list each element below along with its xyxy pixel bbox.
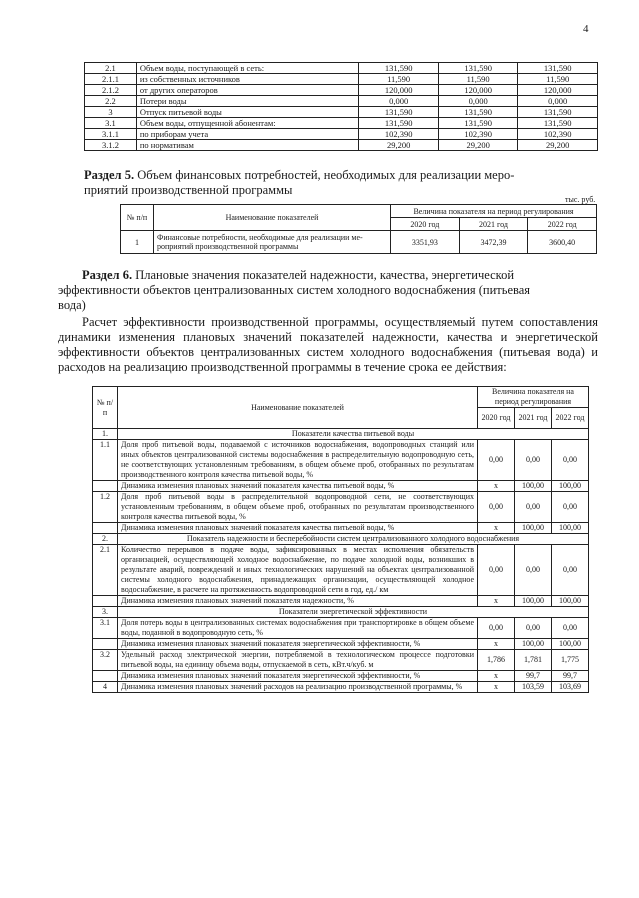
section-6-heading: Раздел 6. Плановые значения показателей надежности, качества, энергетической эффективности объектов централизованных систем холодного водоснабжения (питьевая вода)	[58, 268, 531, 312]
page-number: 4	[583, 23, 589, 35]
row-number: 3.1	[85, 118, 137, 129]
row-number	[93, 481, 118, 492]
row-value: 131,590	[438, 118, 518, 129]
row-value: 131,590	[438, 107, 518, 118]
row-value: 100,00	[552, 523, 589, 534]
section-title: Показатели энергетической эффективности	[118, 607, 589, 618]
row-value: 131,590	[518, 63, 598, 74]
row-value: 100,00	[552, 639, 589, 650]
row-number: 1.2	[93, 492, 118, 523]
row-value: 100,00	[515, 596, 552, 607]
year-header: 2020 год	[391, 218, 460, 231]
row-number: 2.1.2	[85, 85, 137, 96]
row-value: 0,00	[515, 492, 552, 523]
row-number: 1	[121, 231, 154, 254]
year-header: 2021 год	[515, 408, 552, 429]
row-value: 0,00	[552, 440, 589, 481]
row-value: 99,7	[552, 671, 589, 682]
row-value: х	[478, 639, 515, 650]
row-value: 103,59	[515, 682, 552, 693]
row-name: Динамика изменения плановых значений показателя энергетической эффективности, %	[118, 671, 478, 682]
year-header: 2022 год	[552, 408, 589, 429]
table-row	[93, 523, 589, 534]
year-header: 2022 год	[528, 218, 597, 231]
row-value: 102,390	[438, 129, 518, 140]
row-number: 3.1	[93, 618, 118, 639]
table-row	[85, 85, 598, 96]
row-value: 0,000	[438, 96, 518, 107]
row-name: по приборам учета	[136, 129, 358, 140]
table-row	[93, 545, 589, 596]
row-value: 131,590	[359, 107, 439, 118]
row-value: 0,00	[552, 618, 589, 639]
row-value: 100,00	[552, 596, 589, 607]
row-value: 99,7	[515, 671, 552, 682]
row-value: 0,00	[515, 545, 552, 596]
row-number: 3.	[93, 607, 118, 618]
column-header-value: Величина показателя на период регулирования	[478, 387, 589, 408]
row-value: 100,00	[515, 481, 552, 492]
row-value: 0,000	[359, 96, 439, 107]
table-row	[93, 650, 589, 671]
row-name: Отпуск питьевой воды	[136, 107, 358, 118]
row-value: 1,775	[552, 650, 589, 671]
table-row	[93, 596, 589, 607]
table-row	[93, 618, 589, 639]
row-name: Удельный расход электрической энергии, потребляемой в технологическом процессе подготовки питьевой воды, на единицу объема воды, отпускаемой в сеть, кВт.ч/куб. м	[118, 650, 478, 671]
table-row	[93, 481, 589, 492]
table-row	[93, 671, 589, 682]
row-value: 0,00	[515, 440, 552, 481]
row-value: 1,786	[478, 650, 515, 671]
table-row	[85, 140, 598, 151]
row-name: Динамика изменения плановых значений показателя надежности, %	[118, 596, 478, 607]
row-value: 0,00	[478, 492, 515, 523]
row-number: 1.	[93, 429, 118, 440]
row-name: из собственных источников	[136, 74, 358, 85]
row-value: 3600,40	[528, 231, 597, 254]
row-value: х	[478, 682, 515, 693]
row-value: 0,00	[515, 618, 552, 639]
row-value: 0,00	[478, 618, 515, 639]
row-name: Динамика изменения плановых значений расходов на реализацию производственной программы, %	[118, 682, 478, 693]
row-number: 2.1.1	[85, 74, 137, 85]
row-value: 100,00	[552, 481, 589, 492]
row-name: Потери воды	[136, 96, 358, 107]
section-row	[93, 429, 589, 440]
units-label: тыс. руб.	[565, 195, 596, 204]
row-name: Динамика изменения плановых значений показателя качества питьевой воды, %	[118, 481, 478, 492]
row-name: Динамика изменения плановых значений показателя качества питьевой воды, %	[118, 523, 478, 534]
row-value: х	[478, 596, 515, 607]
row-name: Доля проб питьевой воды, подаваемой с источников водоснабжения, водопроводных станций или иных объектов централизованной системы водоснабжения в распределительную водопроводную сеть, не соответствующих установленным требованиям, в общем объеме проб, отобранных по результатам производственного контроля качества питьевой воды, %	[118, 440, 478, 481]
row-number: 2.	[93, 534, 118, 545]
row-name: Объем воды, поступающей в сеть:	[136, 63, 358, 74]
row-value: 0,00	[478, 440, 515, 481]
row-value: 131,590	[518, 107, 598, 118]
row-number	[93, 523, 118, 534]
row-value: 131,590	[438, 63, 518, 74]
row-name: Доля проб питьевой воды в распределительной водопроводной сети, не соответствующих установленным требованиям, в общем объеме проб, отобранных по результатам производственного контроля качества питьевой воды, %	[118, 492, 478, 523]
row-value: 11,590	[359, 74, 439, 85]
table-row	[85, 63, 598, 74]
row-name: от других операторов	[136, 85, 358, 96]
column-header-name: Наименование показателей	[154, 205, 391, 231]
row-value: 120,000	[438, 85, 518, 96]
row-value: 29,200	[518, 140, 598, 151]
row-value: 0,00	[552, 545, 589, 596]
row-value: 131,590	[359, 63, 439, 74]
row-number: 2.2	[85, 96, 137, 107]
row-value: 102,390	[518, 129, 598, 140]
table-row	[93, 682, 589, 693]
row-value: 1,781	[515, 650, 552, 671]
row-value: 11,590	[438, 74, 518, 85]
row-value: 0,000	[518, 96, 598, 107]
row-value: 100,00	[515, 523, 552, 534]
table-row	[93, 639, 589, 650]
section-row	[93, 607, 589, 618]
section-title: Показатель надежности и бесперебойности систем централизованного холодного водоснабжения	[118, 534, 589, 545]
row-name: по нормативам	[136, 140, 358, 151]
row-name: Финансовые потребности, необходимые для реализации ме-роприятий производственной программы	[154, 231, 391, 254]
row-name: Динамика изменения плановых значений показателя энергетической эффективности, %	[118, 639, 478, 650]
row-number	[93, 671, 118, 682]
column-header-num: № п/п	[93, 387, 118, 429]
table-row	[93, 492, 589, 523]
row-value: 29,200	[359, 140, 439, 151]
row-value: 0,00	[478, 545, 515, 596]
column-header-value: Величина показателя на период регулирования	[391, 205, 597, 218]
intro-paragraph: Расчет эффективности производственной программы, осуществляемый путем сопоставления динамики изменения плановых значений показателей надежности, качества и энергетической эффективности объектов централизованных систем холодного водоснабжения (питьевая вода) и расходов на реализацию производственной программы в течение срока ее действия:	[58, 315, 598, 374]
section-5-heading: Раздел 5. Объем финансовых потребностей, необходимых для реализации меро- приятий производственной программы	[84, 168, 515, 197]
row-value: х	[478, 523, 515, 534]
row-value: х	[478, 481, 515, 492]
table-row	[85, 118, 598, 129]
row-value: 102,390	[359, 129, 439, 140]
row-value: х	[478, 671, 515, 682]
row-value: 100,00	[515, 639, 552, 650]
table-row	[93, 440, 589, 481]
row-number	[93, 639, 118, 650]
financial-needs-table	[120, 204, 597, 254]
water-volume-table	[84, 62, 598, 151]
year-header: 2020 год	[478, 408, 515, 429]
row-number	[93, 596, 118, 607]
year-header: 2021 год	[459, 218, 528, 231]
table-row	[85, 107, 598, 118]
row-number: 2.1	[93, 545, 118, 596]
row-value: 11,590	[518, 74, 598, 85]
section-title: Показатели качества питьевой воды	[118, 429, 589, 440]
column-header-num: № п/п	[121, 205, 154, 231]
row-name: Количество перерывов в подаче воды, зафиксированных в местах исполнения обязательств организацией, осуществляющей холодное водоснабжение, по подаче холодной воды, возникших в результате аварий, повреждений и иных технологических нарушений на объектах централизованной системы холодного водоснабжения, принадлежащих организации, осуществляющей холодное водоснабжение, в расчете на протяженность водопроводной сети в год, ед./ км	[118, 545, 478, 596]
row-number: 4	[93, 682, 118, 693]
row-value: 3472,39	[459, 231, 528, 254]
row-value: 3351,93	[391, 231, 460, 254]
row-number: 3.2	[93, 650, 118, 671]
row-value: 29,200	[438, 140, 518, 151]
row-value: 120,000	[359, 85, 439, 96]
row-number: 2.1	[85, 63, 137, 74]
section-row	[93, 534, 589, 545]
row-number: 1.1	[93, 440, 118, 481]
performance-indicators-table	[92, 386, 589, 693]
row-value: 103,69	[552, 682, 589, 693]
row-value: 0,00	[552, 492, 589, 523]
row-number: 3	[85, 107, 137, 118]
row-number: 3.1.1	[85, 129, 137, 140]
table-row	[85, 96, 598, 107]
column-header-name: Наименование показателей	[118, 387, 478, 429]
table-row	[85, 74, 598, 85]
row-name: Объем воды, отпущенной абонентам:	[136, 118, 358, 129]
row-value: 131,590	[518, 118, 598, 129]
row-value: 131,590	[359, 118, 439, 129]
table-row	[85, 129, 598, 140]
row-value: 120,000	[518, 85, 598, 96]
row-number: 3.1.2	[85, 140, 137, 151]
row-name: Доля потерь воды в централизованных системах водоснабжения при транспортировке в общем объеме воды, поданной в водопроводную сеть, %	[118, 618, 478, 639]
